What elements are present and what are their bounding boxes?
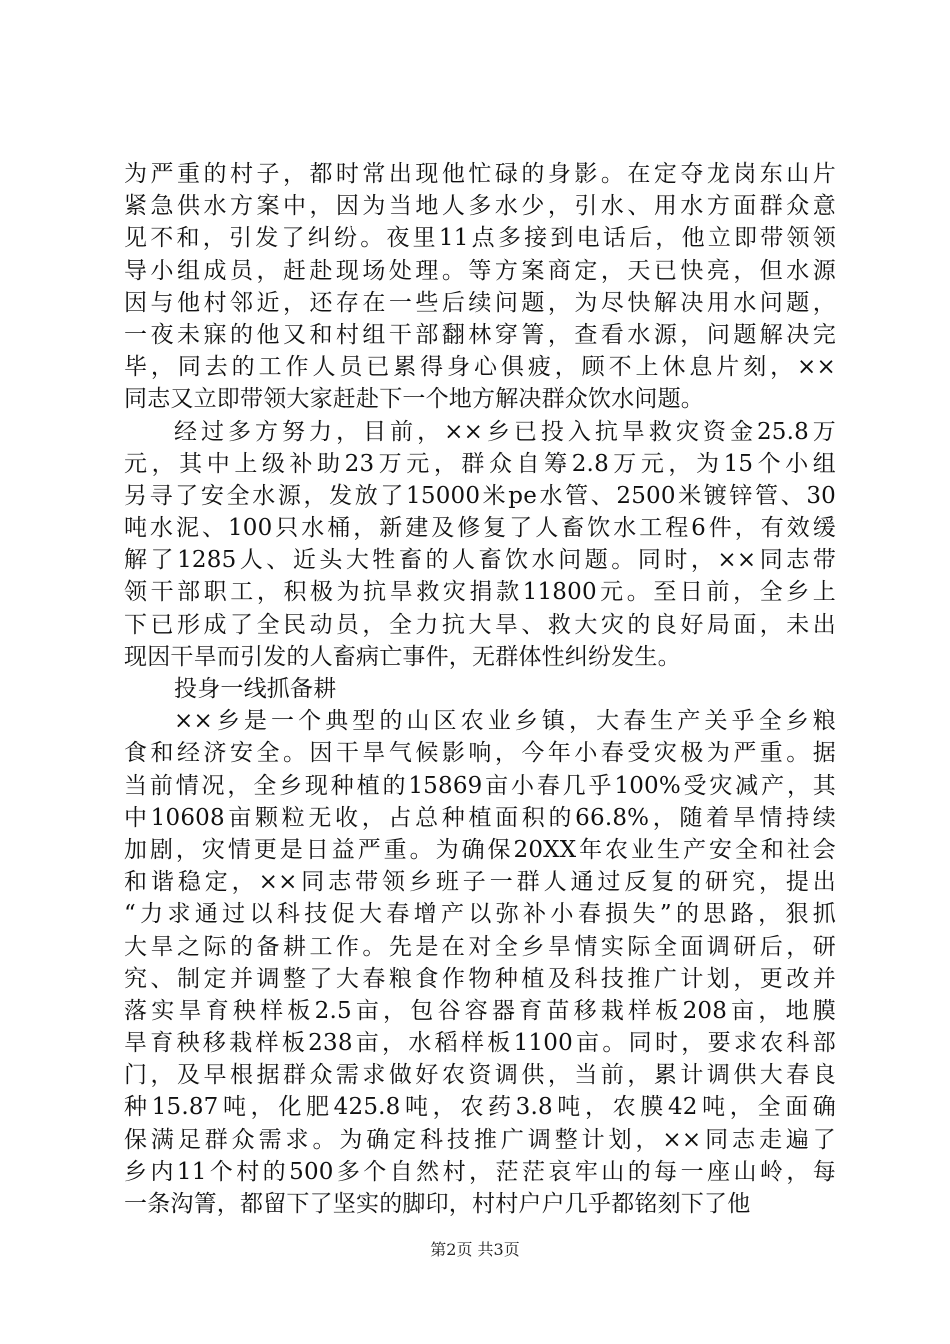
document-body — [124, 158, 836, 1220]
paragraph — [124, 158, 836, 416]
paragraph — [124, 705, 836, 1220]
text-line: 旱育秧移栽样板238亩，水稻样板1100亩。同时，要求农科部 — [124, 1030, 836, 1057]
text-line: 元，其中上级补助23万元，群众自筹2.8万元，为15个小组 — [124, 450, 836, 477]
text-line: 因与他村邻近，还存在一些后续问题，为尽快解决用水问题， — [124, 289, 836, 316]
text-line: 为严重的村子，都时常出现他忙碌的身影。在定夺龙岗东山片 — [124, 161, 836, 187]
section-heading — [124, 673, 836, 705]
text-line: “力求通过以科技促大春增产以弥补小春损失”的思路，狠抓 — [124, 901, 836, 928]
text-line: 究、制定并调整了大春粮食作物种植及科技推广计划，更改并 — [124, 965, 836, 992]
text-line: 紧急供水方案中，因为当地人多水少，引水、用水方面群众意 — [124, 193, 836, 220]
text-line: 另寻了安全水源，发放了15000米pe水管、2500米镀锌管、30 — [124, 482, 836, 509]
text-line: 加剧，灾情更是日益严重。为确保20XX年农业生产安全和社会 — [124, 836, 836, 863]
text-line: 吨水泥、100只水桶，新建及修复了人畜饮水工程6件，有效缓 — [124, 515, 836, 542]
text-line: 门，及早根据群众需求做好农资调供，当前，累计调供大春良 — [124, 1062, 836, 1089]
text-line: 解了1285人、近头大牲畜的人畜饮水问题。同时，××同志带 — [124, 547, 836, 574]
text-line: 见不和，引发了纠纷。夜里11点多接到电话后，他立即带领领 — [124, 225, 836, 252]
text-line: 保满足群众需求。为确定科技推广调整计划，××同志走遍了 — [124, 1126, 836, 1153]
text-line: 种15.87吨，化肥425.8吨，农药3.8吨，农膜42吨，全面确 — [124, 1094, 836, 1121]
text-line: 导小组成员，赶赴现场处理。等方案商定，天已快亮，但水源 — [124, 257, 836, 284]
text-line: 中10608亩颗粒无收，占总种植面积的66.8%，随着旱情持续 — [124, 804, 836, 831]
text-line: 经过多方努力，目前，××乡已投入抗旱救灾资金25.8万 — [174, 418, 836, 445]
text-line: 领干部职工，积极为抗旱救灾捐款11800元。至日前，全乡上 — [124, 579, 836, 606]
text-line: 同志又立即带领大家赶赴下一个地方解决群众饮水问题。 — [124, 386, 704, 413]
text-line: 和谐稳定，××同志带领乡班子一群人通过反复的研究，提出 — [124, 869, 836, 896]
text-line: 一夜未寐的他又和村组干部翻林穿箐，查看水源，问题解决完 — [124, 321, 836, 348]
text-line: 现因干旱而引发的人畜病亡事件，无群体性纠纷发生。 — [124, 643, 681, 670]
page-footer — [0, 1240, 950, 1260]
text-line: 当前情况，全乡现种植的15869亩小春几乎100%受灾减产，其 — [124, 772, 836, 799]
text-line: 一条沟箐，都留下了坚实的脚印，村村户户几乎都铭刻下了他 — [124, 1191, 751, 1217]
text-line: 投身一线抓备耕 — [174, 676, 337, 702]
text-line: 毕，同去的工作人员已累得身心俱疲，顾不上休息片刻，×× — [124, 354, 836, 381]
text-line: ××乡是一个典型的山区农业乡镇，大春生产关乎全乡粮 — [174, 708, 836, 735]
text-line: 落实旱育秧样板2.5亩，包谷容器育苗移栽样板208亩，地膜 — [124, 997, 836, 1024]
text-line: 食和经济安全。因干旱气候影响，今年小春受灾极为严重。据 — [124, 740, 836, 767]
paragraph — [124, 416, 836, 674]
text-line: 下已形成了全民动员，全力抗大旱、救大灾的良好局面，未出 — [124, 611, 836, 638]
text-line: 乡内11个村的500多个自然村，茫茫哀牢山的每一座山岭，每 — [124, 1158, 836, 1185]
text-line: 大旱之际的备耕工作。先是在对全乡旱情实际全面调研后，研 — [124, 933, 836, 960]
page-number-label: 第2页 共3页 — [430, 1240, 520, 1259]
